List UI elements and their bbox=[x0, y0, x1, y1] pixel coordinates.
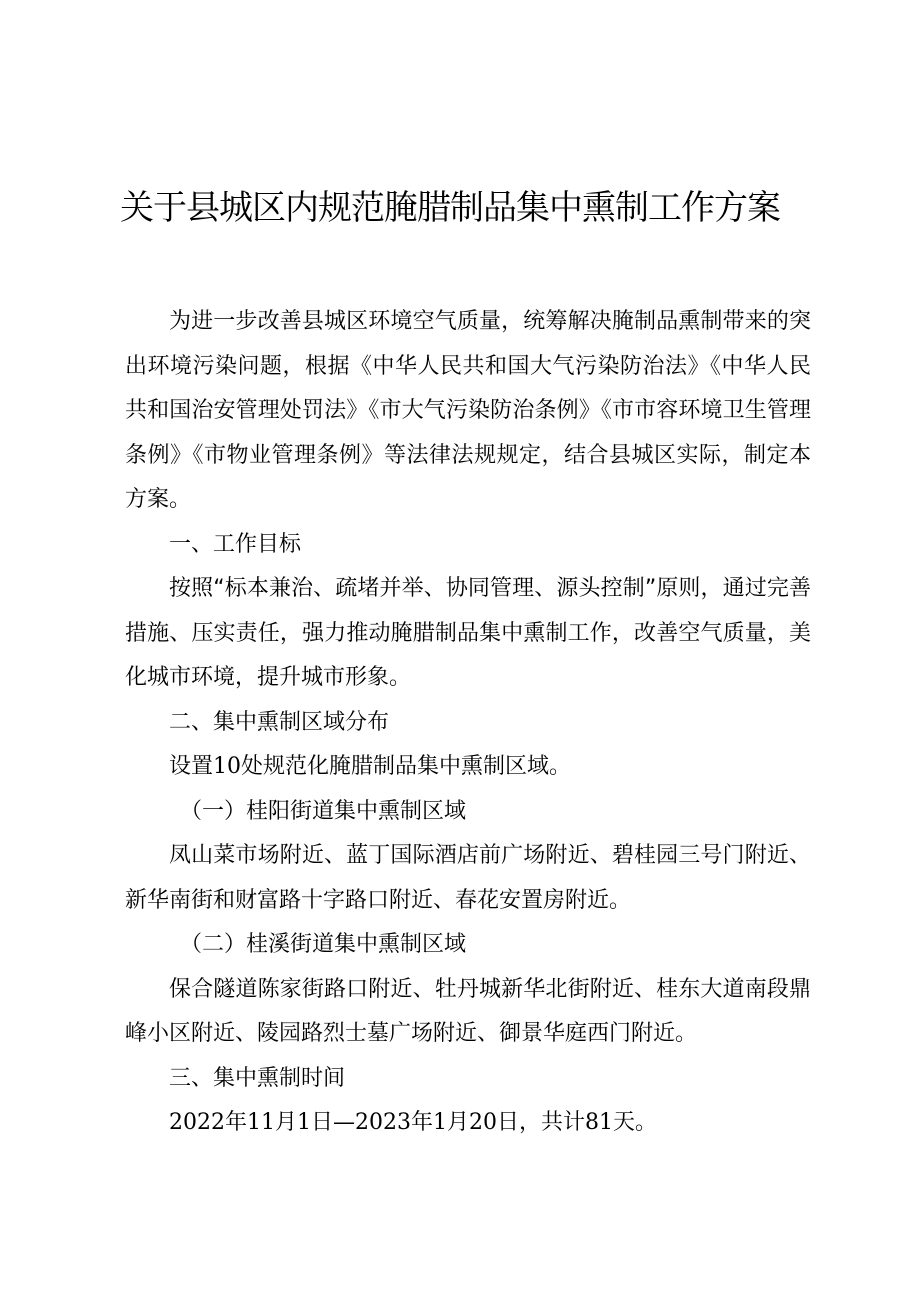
section-heading-goals: 一、工作目标 bbox=[169, 531, 302, 557]
subsection-heading-guixi: （二）桂溪街道集中熏制区域 bbox=[180, 932, 467, 957]
document-title: 关于县城区内规范腌腊制品集中熏制工作方案 bbox=[120, 188, 780, 228]
document-body bbox=[125, 300, 811, 1146]
section-heading-time: 三、集中熏制时间 bbox=[169, 1065, 346, 1091]
guixi-zones-paragraph: 保合隧道陈家街路口附近、牡丹城新华北街附近、桂东大道南段鼎峰小区附近、陵园路烈士墓广场附近、御景华庭西门附近。 bbox=[125, 976, 811, 1046]
zones-intro-paragraph: 设置10处规范化腌腊制品集中熏制区域。 bbox=[169, 754, 571, 779]
subsection-heading-guiyang: （一）桂阳街道集中熏制区域 bbox=[180, 798, 467, 824]
time-paragraph: 2022年11月1日—2023年1月20日，共计81天。 bbox=[169, 1110, 657, 1135]
section-heading-zones: 二、集中熏制区域分布 bbox=[169, 709, 390, 735]
goals-paragraph: 按照“标本兼治、疏堵并举、协同管理、源头控制”原则，通过完善措施、压实责任，强力推动腌腊制品集中熏制工作，改善空气质量，美化城市环境，提升城市形象。 bbox=[125, 576, 811, 690]
intro-paragraph: 为进一步改善县城区环境空气质量，统筹解决腌制品熏制带来的突出环境污染问题，根据《中华人民共和国大气污染防治法》《中华人民共和国治安管理处罚法》《市大气污染防治条例》《市市容环境卫生管理条例》《市物业管理条例》等法律法规规定，结合县城区实际，制定本方案。 bbox=[125, 309, 811, 512]
guiyang-zones-paragraph: 凤山菜市场附近、蓝丁国际酒店前广场附近、碧桂园三号门附近、新华南街和财富路十字路口附近、春花安置房附近。 bbox=[125, 843, 811, 913]
